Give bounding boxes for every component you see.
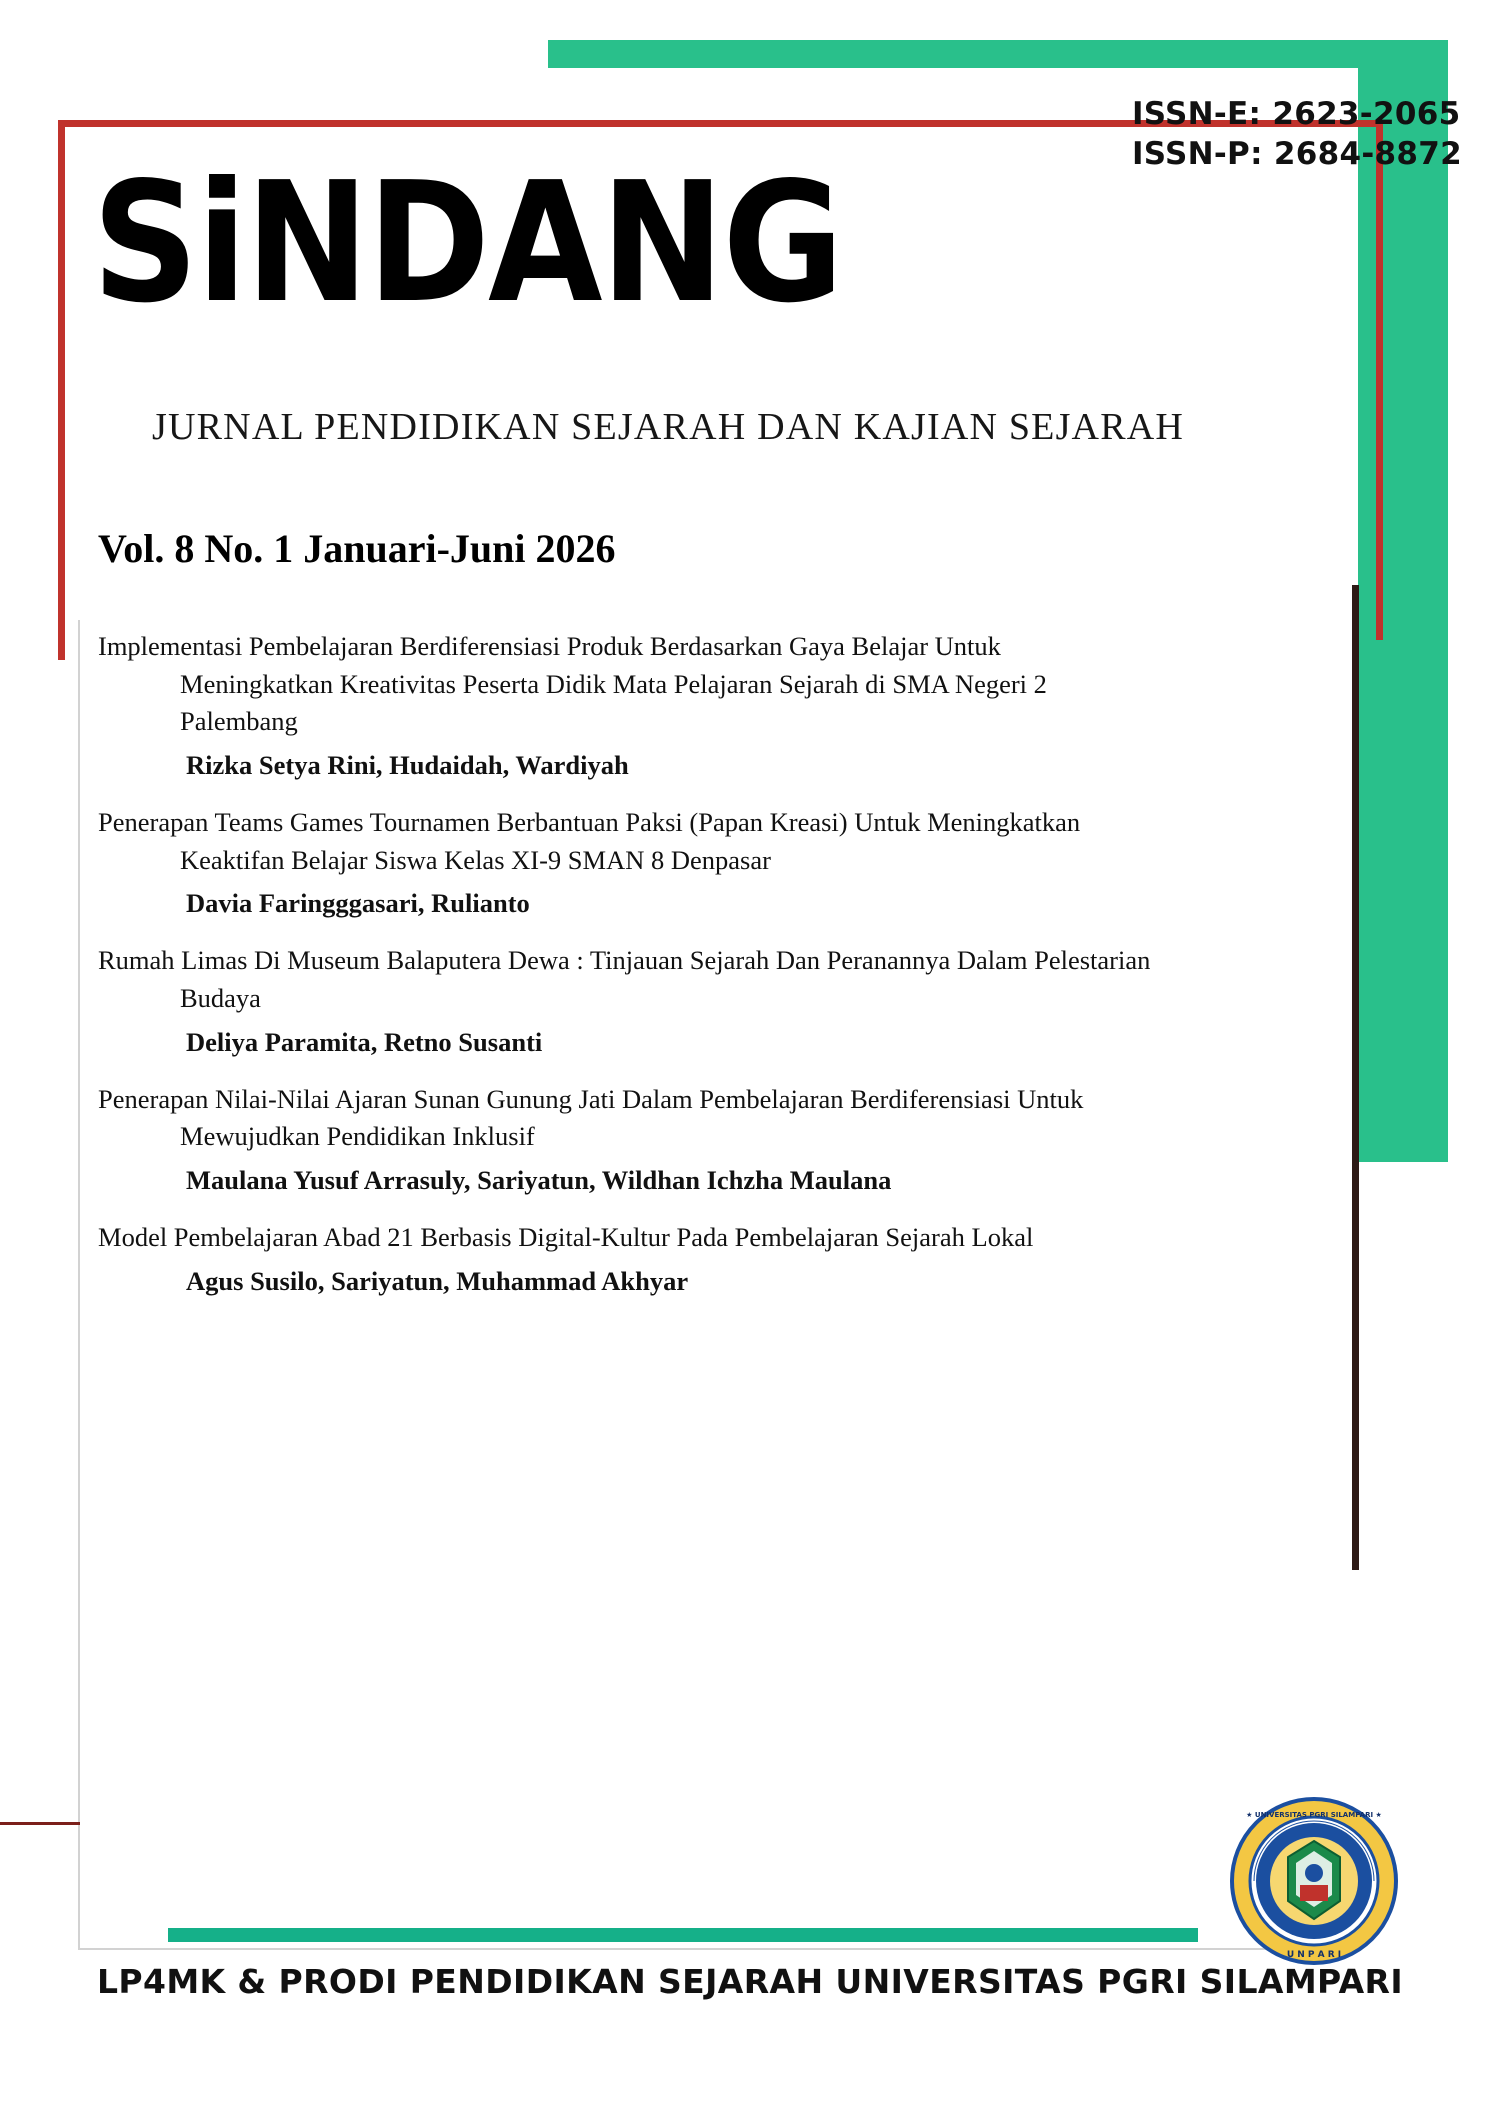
table-of-contents [98,628,1328,1320]
issn-block [1132,95,1462,174]
list-item [98,1219,1328,1300]
svg-text:★ UNIVERSITAS PGRI SILAMPARI ★: ★ UNIVERSITAS PGRI SILAMPARI ★ [1246,1811,1382,1819]
red-border-right-tail [1376,120,1383,638]
red-border-left-tail [58,120,65,660]
list-item [98,1081,1328,1199]
article-authors: Agus Susilo, Sariyatun, Muhammad Akhyar [186,1265,689,1296]
article-authors: Rizka Setya Rini, Hudaidah, Wardiyah [186,749,629,780]
list-item [98,804,1328,922]
article-title-line: Model Pembelajaran Abad 21 Berbasis Digital-Kultur Pada Pembelajaran Sejarah Lokal [98,1222,1034,1252]
svg-text:U N P A R I: U N P A R I [1286,1950,1342,1960]
list-item [98,628,1328,784]
journal-title: SiNDANG [92,146,842,340]
article-title [98,804,1328,879]
publisher-line: LP4MK & PRODI PENDIDIKAN SEJARAH UNIVERSITAS PGRI SILAMPARI [96,1962,1404,2001]
list-item [98,942,1328,1060]
article-authors: Maulana Yusuf Arrasuly, Sariyatun, Wildhan Ichzha Maulana [186,1164,892,1195]
article-title-line: Keaktifan Belajar Siswa Kelas XI-9 SMAN 8 Denpasar [180,844,771,875]
article-title [98,942,1328,1017]
volume-issue-line: Vol. 8 No. 1 Januari-Juni 2026 [98,526,616,571]
article-authors: Davia Faringggasari, Rulianto [186,888,530,919]
article-title [98,628,1328,741]
article-authors: Deliya Paramita, Retno Susanti [186,1026,543,1057]
journal-subtitle: JURNAL PENDIDIKAN SEJARAH DAN KAJIAN SEJARAH [152,406,1185,448]
left-edge-tick [0,1822,80,1825]
university-seal-icon [1228,1795,1400,1967]
article-title-line: Mewujudkan Pendidikan Inklusif [180,1121,535,1152]
article-title-line: Implementasi Pembelajaran Berdiferensiasi Produk Berdasarkan Gaya Belajar Untuk [98,631,1001,661]
article-title [98,1219,1328,1257]
article-title-line: Meningkatkan Kreativitas Peserta Didik Mata Pelajaran Sejarah di SMA Negeri 2 [180,668,1047,699]
article-title-line: Penerapan Nilai-Nilai Ajaran Sunan Gunung Jati Dalam Pembelajaran Berdiferensiasi Untuk [98,1083,1084,1114]
article-title-line: Penerapan Teams Games Tournamen Berbantuan Paksi (Papan Kreasi) Untuk Meningkatkan [98,806,1081,837]
article-title-line: Palembang [180,706,298,737]
issn-electronic: ISSN-E: 2623-2065 [1131,96,1461,132]
article-title-line: Rumah Limas Di Museum Balaputera Dewa : Tinjauan Sejarah Dan Peranannya Dalam Pelestarian [98,945,1151,976]
footer-accent-bar [168,1928,1198,1942]
issn-print: ISSN-P: 2684-8872 [1131,135,1462,172]
article-title-line: Budaya [180,982,261,1013]
article-title [98,1081,1328,1156]
